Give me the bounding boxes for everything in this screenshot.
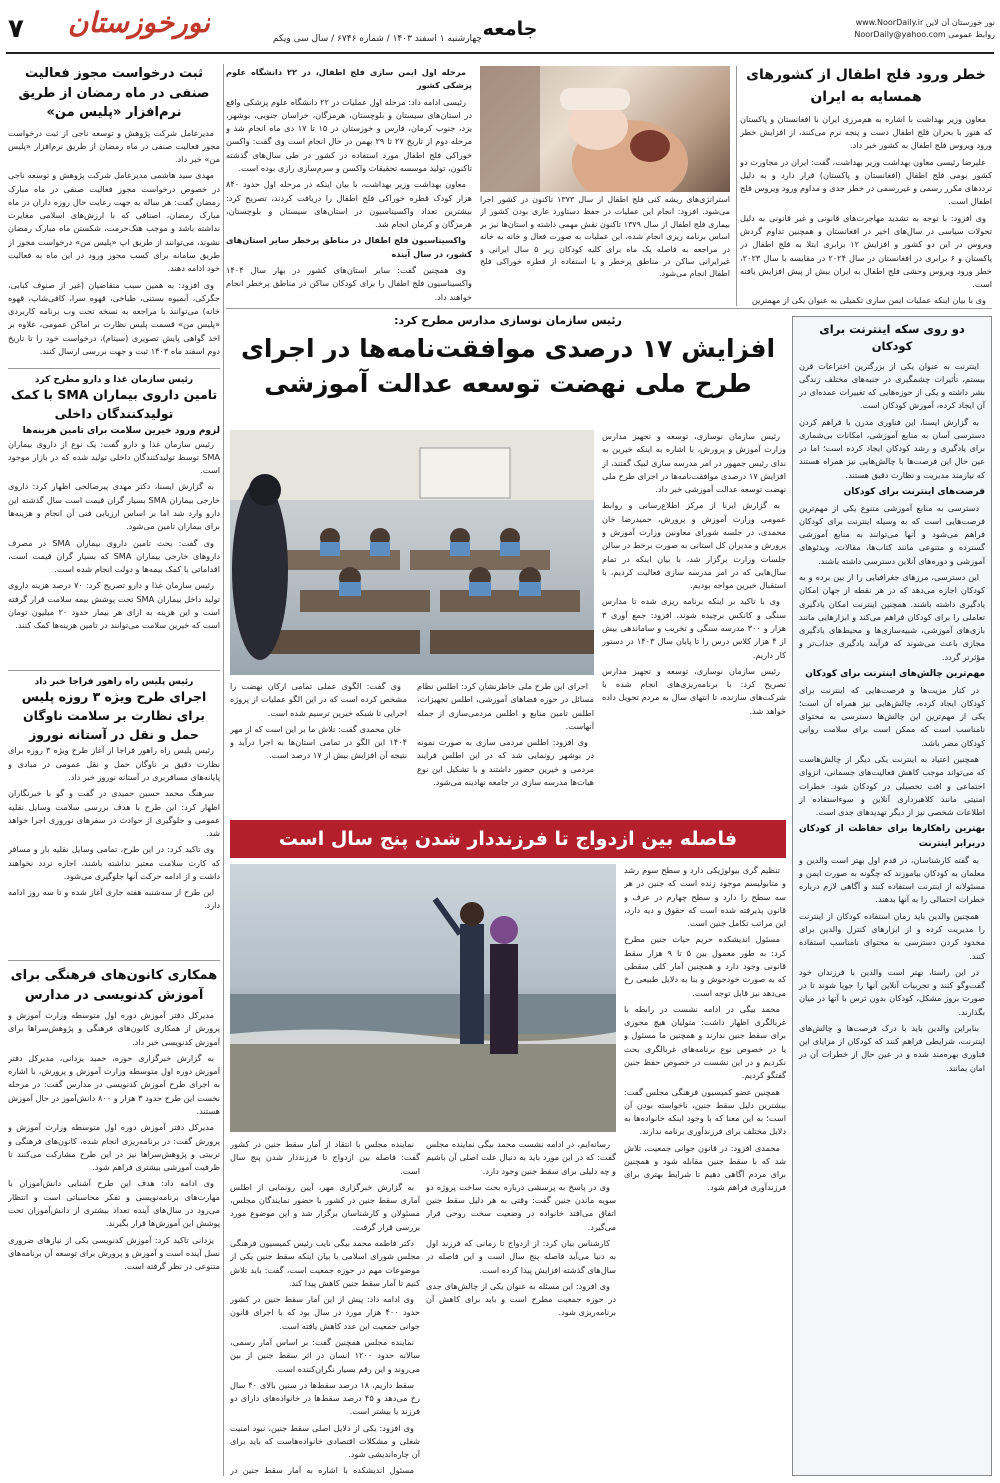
date-line: چهارشنبه ۱ اسفند ۱۴۰۳ / شماره ۶۷۴۶ / سال سی ویکم <box>272 34 482 44</box>
sma-kicker: رئیس سازمان غذا و دارو مطرح کرد <box>34 375 194 385</box>
contact-web: نور خوزستان آن لاین www.NoorDaily.ir <box>855 18 995 27</box>
marriage-title: فاصله بین ازدواج تا فرزنددار شدن پنج سال است <box>278 828 738 850</box>
internet-title: دو روی سکه اینترنت برای کودکان <box>819 322 965 354</box>
police-article <box>8 676 220 956</box>
left-divider-3 <box>8 960 220 961</box>
culture-title: همکاری کانون‌های فرهنگی برای آموزش کدنویسی در مدارس <box>10 968 218 1003</box>
license-body: مدیرعامل شرکت پژوهش و توسعه ناجی از ثبت درخواست مجوز فعالیت صنفی در ماه رمضان از طریق نرم‌افزار «پلیس من» خبر داد. مهدی سید هاشمی مدیرعامل شرکت پژوهش و توسعه ناجی در خصوص درخواست مجوز فعالیت صنفی در ماه مبارک رمضان گفت: هر ساله به جهت رعایت حال روزه داران در ماه مبارک رمضان، اصنافی که با ارزش‌های اسلامی مغایرت نداشته باشد و موجب هتک‌حرمت، شکستن ماه مبارک رمضان نشوند، می‌توانند از طریق اپ «پلیس من» درخواست مجوز از طریق سامانه برای کسب مجوز ورود در این ماه به فعالیت خود ادامه دهند. وی افزود: به همین سبب متقاضیان (غیر از صنوف کبابی، جگرکی، آبمیوه بستنی، طباخی، قهوه سرا، کافی‌شاپ، قهوه خانه) می‌توانند با مراجعه به نسخه تحت وب برنامه کاربردی «پلیس من» قسمت پلیس نظارت بر اماکن عمومی، علاوه بر اخذ گواهی پایش تصویری (سیتام)، درخواست خود را تا تاریخ دوم اسفند ماه ۱۴۰۳ ثبت و جهت بررسی ارسال کنند. <box>8 127 220 356</box>
license-article <box>8 64 220 364</box>
left-divider-2 <box>8 670 220 671</box>
internet-article <box>792 316 992 1476</box>
polio-divider-right <box>736 66 737 306</box>
agreements-title-2: طرح ملی نهضت توسعه عدالت آموزشی <box>264 368 752 398</box>
left-divider-1 <box>8 368 220 369</box>
sma-article <box>8 374 220 666</box>
marriage-title-bar <box>230 820 786 858</box>
classroom-illustration <box>230 430 594 675</box>
marriage-body-right: تنظیم گری بیولوژیکی دارد و سطح سوم رشد و متابولیسم موجود زنده است که جنین در هر سه سطح را دارد و سطح چهارم در عرف و قانون پذیرفته شده است که حقوق و دیه دارد، این مراتب تکامل جنین است. مسئول اندیشکده حریم حیات جنین مطرح کرد: به طور معمول بین ۵ تا ۹ هزار سقط قانونی وجود دارد و همچنین آمار کلی سقطی که به صورت خودجوش و بنا به دلایل طبیعی رخ می‌دهد نیز قابل توجه است. محمد بیگی در ادامه نشست در رابطه با غربالگری اظهار داشت: متولیان هیچ مجوزی برای سقط جنین ندارند و همچنین ما مسئول و یا در خصوص نوع برنامه‌های غربالگری بحث نکردیم و در این نشست در خصوص حفظ جنین گفتگو کردیم. همچنین عضو کمیسیون فرهنگی مجلس گفت: بیشترین دلیل سقط جنین، ناخواسته بودن آن است؛ به این معنا که با وجود اینکه خانواده‌ها به دلایل مختلف برای فرزندآوری برنامه ندارند. محمدی افزود: در قانون جوانی جمعیت، تلاش شد که با سقط جنین مقابله شود و همچنین برای مردم آگاهی دهیم تا شرایط بهتری برای فرزندآوری فراهم شود. <box>624 865 786 1193</box>
classroom-photo <box>230 430 594 675</box>
polio-box-bottom <box>226 308 992 309</box>
police-kicker: رئیس پلیس راه راهور فراجا خبر داد <box>34 677 194 687</box>
sma-body: رئیس سازمان غذا و دارو گفت: یک نوع از داروی بیماران SMA توسط تولیدکنندگان داخلی تولید شده که در بازار موجود است. به گزارش ایسنا، دکتر مهدی پیرصالحی اظهار کرد: داروی خارجی بیماران SMA بسیار گران قیمت است سال گذشته این دارو وارد شد اما بر اساس ارزیابی فنی آن انجام و هزینه‌ها برای بیماران تامین می‌شود. وی گفت: بحث تامین داروی بیماران SMA در مصرف داروهای خارجی بیماران SMA که بسیار گران قیمت است، اقداماتی با کمک بیمه‌ها و دولت انجام شده است. رئیس سازمان غذا و دارو تصریح کرد: ۷۰ درصد هزینه داروی تولید داخل بیماران SMA تحت پوشش بیمه سلامت قرار گرفته است و این هزینه به ازای هر بیمار حدود ۲۰ میلیون تومان است که خیرین سلامت می‌توانند در تامین هزینه‌ها کمک کنند. <box>8 438 220 631</box>
polio-title-1: خطر ورود فلج اطفال از کشورهای <box>746 67 986 83</box>
police-body: رئیس پلیس راه راهور فراجا از آغاز طرح ویژه ۳ روزه برای نظارت دقیق بر ناوگان حمل و نقل عمومی در مبادی و پایانه‌های مسافربری در آستانه نوروز خبر داد. سرهنگ محمد حسین حمیدی در گفت و گو با خبرنگاران اظهار کرد: این طرح با هدف بررسی سلامت وسایل نقلیه عمومی و جلوگیری از حوادث در سفرهای نوروزی اجرا خواهد شد. وی تاکید کرد: در این طرح، تمامی وسایل نقلیه بار و مسافر که کارت سلامت معتبر نداشته باشند، اجازه تردد نخواهند داشت و از ادامه حرکت آنها جلوگیری می‌شود. این طرح از سه‌شنبه هفته جاری آغاز شده و تا سه روز ادامه دارد. <box>8 745 220 911</box>
agreements-title-1: افزایش ۱۷ درصدی موافقت‌نامه‌ها در اجرای <box>240 333 776 363</box>
agreements-body-right: رئیس سازمان نوسازی، توسعه و تجهیز مدارس وزارت آموزش و پرورش، با اشاره به اینکه خیرین به ندای رئیس جمهور در امر مدرسه سازی لبیک گفتند، از افزایش ۱۷ درصدی موافقت‌نامه‌ها در اجرای طرح ملی نهضت توسعه عدالت آموزشی خبر داد. به گزارش ایرنا از مرکز اطلاع‌رسانی و روابط عمومی وزارت آموزش و پرورش، حمیدرضا خان محمدی، در جلسه شورای معاونین وزارت آموزش و پرورش و مدیران کل استانی به صورت برخط در سالن جلسات وزارت برگزار شد، با بیان اینکه در تمام سال‌هایی که در امر مدرسه سازی فعالیت کردیم، با استقبال خیرین مواجه بودیم. وی با تاکید بر اینکه برنامه ریزی شده تا مدارس سنگی و کانکس برچیده شوند، افزود: جمع آوری ۳ هزار و ۳۰۰ مدرسه سنگی و تخریب و ساماندهی بیش از ۴ هزار کلاس درس را تا پایان سال ۱۴۰۳ در دستور کار داریم. رئیس سازمان نوسازی، توسعه و تجهیز مدارس تصریح کرد: با برنامه‌ریزی‌های انجام شده با شرکت‌های سازنده، تا انتهای سال به مردم تحویل داده خواهد شد. <box>602 431 786 716</box>
section-title: جامعه <box>482 18 538 40</box>
culture-body: مدیرکل دفتر آموزش دوره اول متوسطه وزارت آموزش و پرورش از همکاری کانون‌های فرهنگی و پژوهش‌سرا‌ها برای آموزش کدنویسی خبر داد. به گزارش خبرگزاری حوزه، حمید یزدانی، مدیرکل دفتر آموزش دوره اول متوسطه وزارت آموزش و پرورش، با اشاره به اجرای طرح آموزش کدنویسی در مدارس گفت: در مرحله نخست این طرح حدود ۳ هزار و ۸۰۰ دانش‌آموز در حال آموزش هستند. مدیرکل دفتر آموزش دوره اول متوسطه وزارت آموزش و پرورش گفت: در برنامه‌ریزی انجام شده، کانون‌های فرهنگی و تربیتی و پژوهش‌سراها نیز در این طرح مشارکت می‌کنند تا ظرفیت آموزشی بیشتری فراهم شود. وی ادامه داد: هدف این طرح آشنایی دانش‌آموزان با مهارت‌های برنامه‌نویسی و تفکر محاسباتی است و انتظار می‌رود در سال‌های آینده تعداد بیشتری از دانش‌آموزان تحت پوشش این آموزش‌ها قرار بگیرند. یزدانی تاکید کرد: آموزش کدنویسی یکی از نیازهای ضروری نسل آینده است و آموزش و پرورش برای توسعه آن برنامه‌های متنوعی در نظر گرفته است. <box>8 1010 220 1272</box>
sma-title: تامین داروی بیماران SMA با کمک تولیدکنندگان داخلی <box>10 387 218 421</box>
marriage-body-mid: رسانه‌ایم، در ادامه نشست محمد بیگی نماینده مجلس گفت: که در این مورد باید به دنبال علت اصلی آن باشیم و چه دلیلی برای سقط جنین وجود دارد. وی در پاسخ به پرسشی درباره بحث ساخت پروژه دو سویه ماندن جنین گفت: وقتی به هر دلیل سقط جنین اتفاق می‌افتد خانواده در وضعیت سخت روحی قرار می‌گیرد. کارشناس بیان کرد: از ازدواج تا زمانی که فرزند اول به دنیا می‌آید فاصله پنج سال است و این فاصله در سال‌های گذشته افزایش پیدا کرده است. وی افزود: این مسئله به عنوان یکی از چالش‌های جدی در حوزه جمعیت مطرح است و باید برای کاهش آن برنامه‌ریزی شود. <box>426 1139 616 1318</box>
agreements-body-left: اجرای این طرح ملی خاطرنشان کرد: اطلس نظام مسائل در حوزه فضاهای آموزشی، اطلس تجهیزات، اطلس تامین منابع و اطلس مردمی‌سازی از جمله آنهاست. وی افزود: اطلس مردمی سازی به صورت نمونه در بوشهر رونمایی شد که در این اطلس فرایند مردمی و خیرین حضور داشتند و با تشکیل این نوع هیات‌ها مدرسه سازی در جامعه نهادینه می‌شود. وی گفت: الگوی عملی تمامی ارکان نهضت را مشخص کرده است که در این الگو عملیات از پروژه اجرایی تا شبکه خیرین ترسیم شده است. خان محمدی گفت: تلاش ما بر این است که از مهر ۱۴۰۴ این الگو در تمامی استان‌ها به اجرا درآید و نتیجه آن افزایش بیش از ۱۷ درصد است. <box>230 681 594 787</box>
left-column-divider <box>223 64 224 1476</box>
polio-title-2: همسایه به ایران <box>810 89 922 106</box>
page-number: ۷ <box>8 14 24 44</box>
polio-caption: استراتژی‌های ریشه کنی فلج اطفال از سال ۱۳۷۳ تاکنون در کشور اجرا می‌شود. افزود: انجام این عملیات در حفظ دستاورد عاری بودن کشور از بیماری فلج اطفال از سال ۱۳۷۹ تاکنون نقش مهمی داشته و استان‌ها نیز بر اساس برنامه ریزی انجام شده، این عملیات به صورت فعال و خانه به خانه در مراجعه به فاصله یک ماه برای کلیه کودکان زیر ۵ سال ایرانی و غیرایرانی ساکن در مناطق پرخطر و با استفاده از قطره خوراکی فلج اطفال انجام می‌شود. <box>480 195 730 279</box>
contact-email: روابط عمومی NoorDaily@yahoo.com <box>854 30 995 39</box>
masthead-rule <box>6 52 994 54</box>
beach-illustration <box>230 864 616 1132</box>
agreements-header <box>230 314 786 424</box>
police-title: اجرای طرح ویژه ۳ روزه پلیس برای نظارت بر سلامت ناوگان حمل و نقل در آستانه نوروز <box>21 689 207 742</box>
internet-body: اینترنت به عنوان یکی از بزرگترین اختراعات قرن بیستم، تأثیرات چشمگیری در جنبه‌های مختلف زندگی بشر داشته و یکی از حوزه‌هایی که تغییرات عمده‌ای در آن ایجاد کرده، آموزش کودکان است. به گزارش ایسنا، این فناوری مدرن با فراهم کردن دسترسی آسان به منابع آموزشی، امکانات بی‌شماری برای یادگیری و رشد کودکان ایجاد کرده است؛ اما در عین حال این فرصت‌ها با چالش‌هایی نیز همراه هستند که نیازمند مدیریت و نظارت دقیق هستند. فرصت‌های اینترنت برای کودکان دسترسی به منابع آموزشی متنوع یکی از مهم‌ترین فرصت‌هایی است که به وسیله اینترنت برای کودکان فراهم می‌شود و آنها می‌توانند به منابع آموزشی گسترده و متنوعی مانند کتاب‌ها، مقالات، ویدئوهای آموزشی و دوره‌های آنلاین دسترسی داشته باشند. این دسترسی، مرزهای جغرافیایی را از بین برده و به کودکان اجازه می‌دهد که در هر نقطه از جهان امکان یادگیری داشته باشند. همچنین اینترنت امکان یادگیری تعاملی را برای کودکان فراهم می‌کند و ابزارهایی مانند بازی‌های آموزشی، شبیه‌سازی‌ها و محیط‌های یادگیری مجازی باعث می‌شوند که فرآیند یادگیری جذاب‌تر و مؤثرتر گردد. مهم‌ترین چالش‌های اینترنت برای کودکان در کنار مزیت‌ها و فرصت‌هایی که اینترنت برای کودکان ایجاد کرده، چالش‌هایی نیز همراه آن است؛ یکی از مهم‌ترین این چالش‌ها دسترسی به محتوای نامناسب است که ممکن است برای سلامت روانی کودکان مضر باشد. همچنین اعتیاد به اینترنت یکی دیگر از چالش‌هاست که می‌تواند موجب کاهش فعالیت‌های جسمانی، انزوای اجتماعی و افت تحصیلی در کودکان شود. خطرات امنیتی مانند کلاهبرداری آنلاین و سوءاستفاده از اطلاعات شخصی نیز از دیگر تهدیدهای جدی است. بهترین راهکارها برای حفاظت از کودکان دربرابر اینترنت به گفته کارشناسان، در قدم اول بهتر است والدین و معلمان به کودکان بیاموزند که چگونه به صورت ایمن و مسئولانه از اینترنت استفاده کنند و آگاهی لازم درباره خطرات احتمالی را به آنها بدهند. همچنین والدین باید زمان استفاده کودکان از اینترنت را مدیریت کرده و از ابزارهای کنترل والدین برای محدود کردن دسترسی به محتوای نامناسب استفاده کنند. در این راستا، بهتر است والدین با فرزندان خود گفت‌وگو کنند و تجربیات آنلاین آنها را جویا شوند تا در صورت بروز مشکل، کودکان بدون ترس با آنها در میان بگذارند. بنابراین والدین باید با درک فرصت‌ها و چالش‌های اینترنت، شرایطی فراهم کنند که کودکان از مزایای این فناوری بهره‌مند شده و در عین حال از خطرات آن در امان بمانند. <box>799 360 985 1073</box>
culture-article <box>8 966 220 1476</box>
beach-couple-photo <box>230 864 616 1132</box>
license-title: ثبت درخواست مجوز فعالیت صنفی در ماه رمضان از طریق نرم‌افزار «پلیس من» <box>18 66 210 120</box>
marriage-body-left: نماینده مجلس با انتقاد از آمار سقط جنین در کشور گفت: فاصله بین ازدواج تا فرزنددار شدن پنج سال است. به گزارش خبرگزاری مهر، آیین رونمایی از اطلس آماری سقط جنین در کشور با حضور نمایندگان مجلس، مسئولان و کارشناسان برگزار شد و این موضوع مورد بررسی قرار گرفت. دکتر فاطمه محمد بیگی نایب رئیس کمیسیون فرهنگی مجلس شورای اسلامی با بیان اینکه سقط جنین یکی از موضوعات مهم در حوزه جمعیت است، گفت: باید تلاش کنیم تا آمار سقط جنین کاهش پیدا کند. وی ادامه داد: پیش از این آمار سقط جنین در کشور حدود ۴۰۰ هزار مورد در سال بود که با اجرای قانون جوانی جمعیت این عدد کاهش یافته است. نماینده مجلس همچنین گفت: بر اساس آمار رسمی، سالانه حدود ۱۲۰۰ انسان در اثر سقط جنین از بین می‌روند و این رقم بسیار نگران‌کننده است. سقط داریم، ۱۸ درصد سقط‌ها در سنین بالای ۴۰ سال رخ می‌دهد و ۴۵ درصد سقط‌ها در خانواده‌های دارای دو فرزند یا بیشتر است. وی افزود: یکی از دلایل اصلی سقط جنین، نبود امنیت شغلی و مشکلات اقتصادی خانواده‌هاست که باید برای آن چاره‌اندیشی شود. مسئول اندیشکده با اشاره به آمار سقط جنین در <box>230 1139 420 1476</box>
child-drops-illustration <box>480 66 730 192</box>
newspaper-logo: نورخوزستان <box>67 6 210 39</box>
masthead <box>0 0 1000 58</box>
sma-subhead: لزوم ورود خیرین سلامت برای تامین هزینه‌ها <box>22 425 220 436</box>
polio-vaccination-photo <box>480 66 730 192</box>
polio-article <box>740 64 992 306</box>
agreements-kicker: رئیس سازمان نوسازی مدارس مطرح کرد: <box>394 314 622 327</box>
polio-column-2: مرحله اول ایمن سازی فلج اطفال، در ۲۲ دانشگاه علوم پزشکی کشور رئیسی ادامه داد: مرحله اول عملیات در ۲۲ دانشگاه علوم پزشکی واقع در استان‌های سیستان و بلوچستان، هرمزگان، خراسان جنوبی، بوشهر، یزد، جنوب کرمان، فارس و خوزستان در ۱۵ تا ۱۷ دی ماه انجام شد و مرحله دوم از تاریخ ۲۷ تا ۲۹ بهمن در حال انجام است وی گفت: واکسن خوراکی فلج اطفال مورد استفاده در کشور در طی سال‌های گذشته تاکنون، تولید موسسه تحقیقات واکسن و سرم‌سازی رازی بوده است. معاون بهداشت وزیر بهداشت، با بیان اینکه در مرحله اول حدود ۸۴۰ هزار کودک قطره خوراکی فلج اطفال را دریافت کردند، تصریح کرد: بیشترین تعداد واکسیناسیون در استان‌های سیستان و بلوچستان، هرمزگان و کرمان انجام شد. واکسیناسیون فلج اطفال در مناطق پرخطر سایر استان‌های کشور، در سال آینده وی همچنین گفت: سایر استان‌های کشور در بهار سال ۱۴۰۴ واکسیناسیون فلج اطفال را برای کودکان ساکن در مناطق پرخطر انجام خواهند داد. <box>226 67 472 302</box>
polio-body: معاون وزیر بهداشت با اشاره به هم‌مرزی ایران با افغانستان و پاکستان که هنوز با بحران فلج اطفال دست و پنجه نرم می‌کنند، از افزایش خطر ورود ویروس فلج اطفال به کشور خبر داد. علیرضا رئیسی معاون بهداشت وزیر بهداشت، گفت: ایران در مجاورت دو کشور بومی فلج اطفال (افغانستان و پاکستان) قرار دارد و به دلیل ترددهای مکرر رسمی و غیررسمی در خطر جدی و مداوم ورود ویروس فلج اطفال است. وی افزود: با توجه به تشدید مهاجرت‌های قانونی و غیر قانونی به دلیل تحولات سیاسی در سال‌های اخیر در افغانستان و همچنین تداوم گردش ویروس در این دو کشور و افزایش ۱۲ برابری ابتلا به فلج اطفال در پاکستان و ۶ برابری در افغانستان در سال ۲۰۲۴ در مقایسه با سال ۲۰۲۳، خطر ورود ویروس وحشی فلج اطفال به ایران بیش از پیش افزایش یافته است. وی با بیان اینکه عملیات ایمن سازی تکمیلی به عنوان یکی از مهمترین <box>740 113 992 306</box>
